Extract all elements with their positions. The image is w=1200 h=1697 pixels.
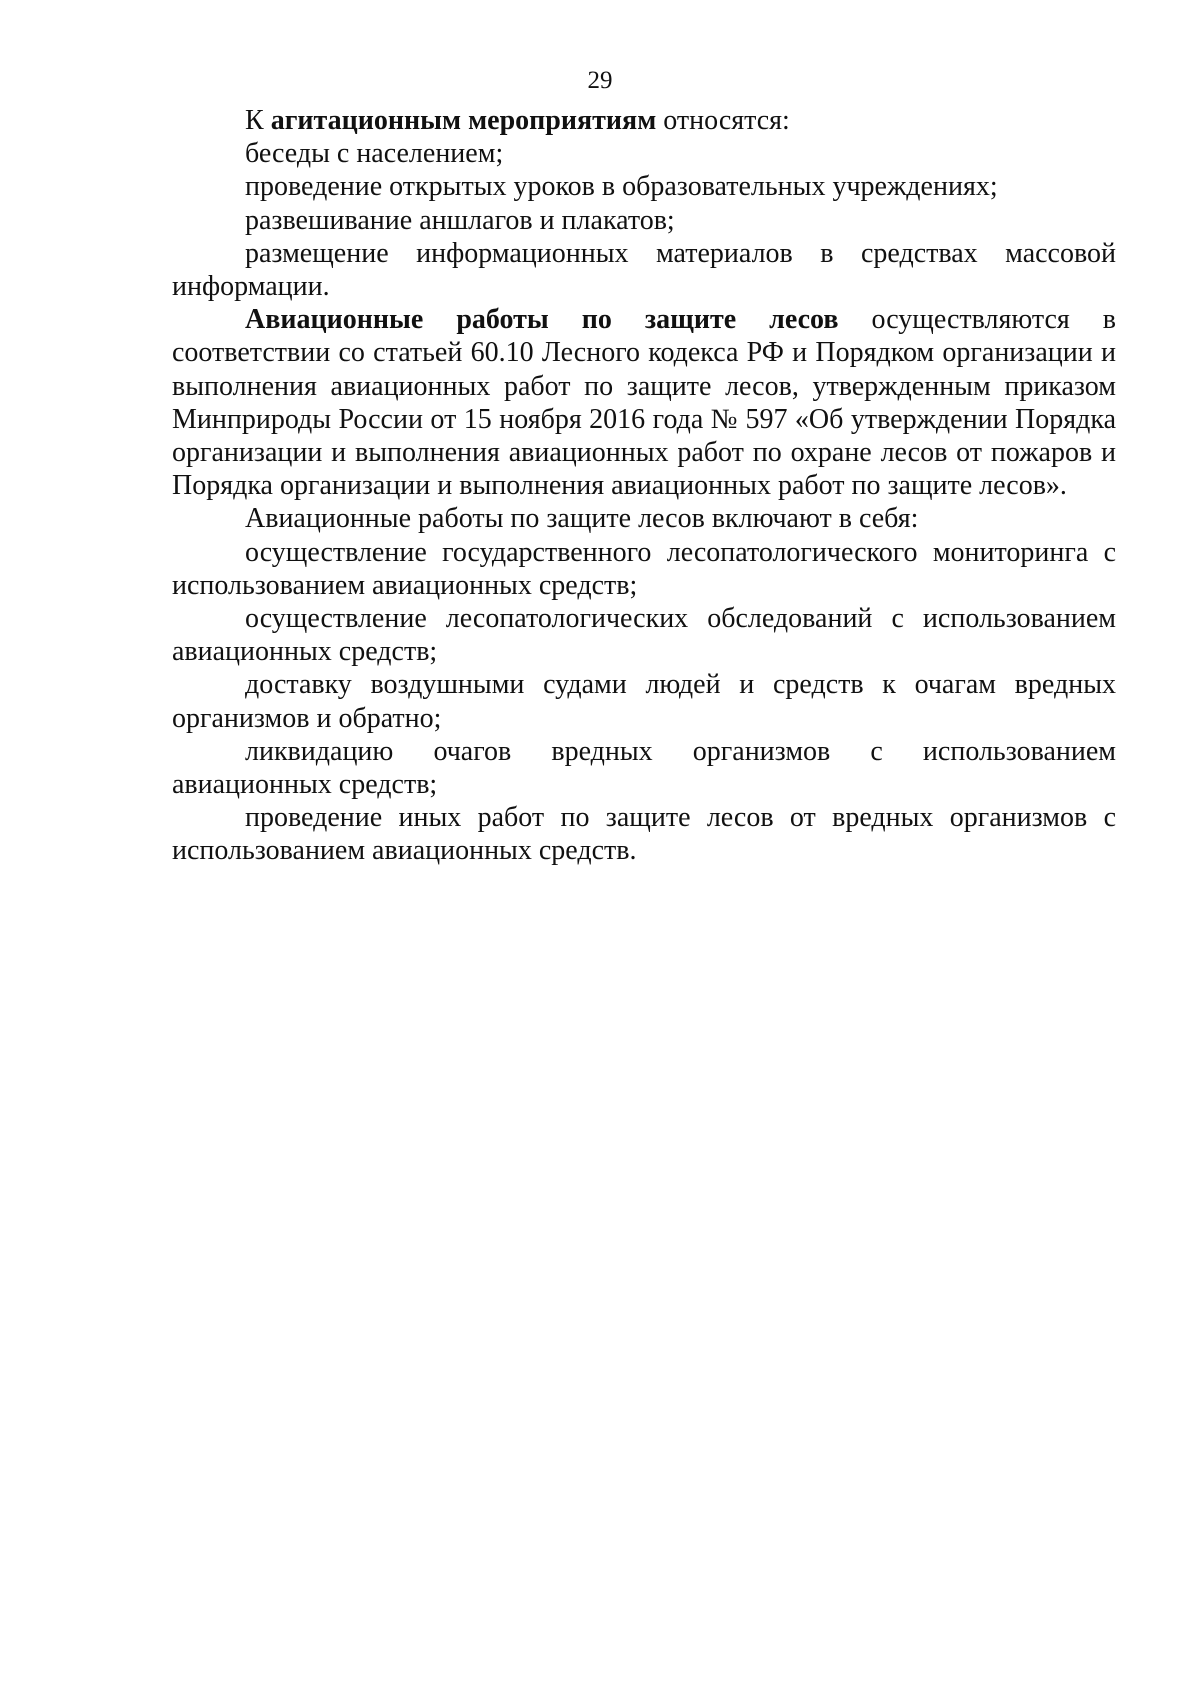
agitation-item: беседы с населением; [245,138,504,170]
aviation-term: Авиационные работы по защите лесов [245,304,839,336]
agitation-item: развешивание аншлагов и плакатов; [245,204,675,236]
aviation-paragraph [172,303,1116,502]
agitation-intro-prefix: К [245,105,271,136]
agitation-item: проведение открытых уроков в образовательных учреждениях; [245,171,998,203]
page-number: 29 [587,67,613,94]
aviation-paragraph-text: осуществляются в соответствии со статьей 60.10 Лесного кодекса РФ и Порядком организации и выполнения авиационных работ по защите лесов, утвержденным приказом Минприроды России от 15 ноября 2016 года № 597 «Об утверждении Порядка организации и выполнения авиационных работ по охране лесов от пожаров и Порядка организации и выполнения авиационных работ по защите лесов». [172,304,1116,502]
agitation-item: размещение информационных материалов в средствах массовой информации. [172,237,1116,303]
aviation-item: ликвидацию очагов вредных организмов с использованием авиационных средств; [172,735,1116,801]
aviation-item: проведение иных работ по защите лесов от вредных организмов с использованием авиационных средств. [172,802,1116,867]
agitation-intro-paragraph [172,104,1116,137]
document-body [172,104,1116,868]
aviation-item: осуществление лесопатологических обследований с использованием авиационных средств; [172,603,1116,668]
aviation-item: осуществление государственного лесопатологического мониторинга с использованием авиационных средств; [172,536,1116,601]
agitation-intro-term: агитационным мероприятиям [270,105,657,136]
agitation-intro-suffix: относятся: [656,105,790,136]
aviation-item: доставку воздушными судами людей и средств к очагам вредных организмов и обратно; [172,669,1116,734]
aviation-includes-intro: Авиационные работы по защите лесов включают в себя: [245,503,919,535]
